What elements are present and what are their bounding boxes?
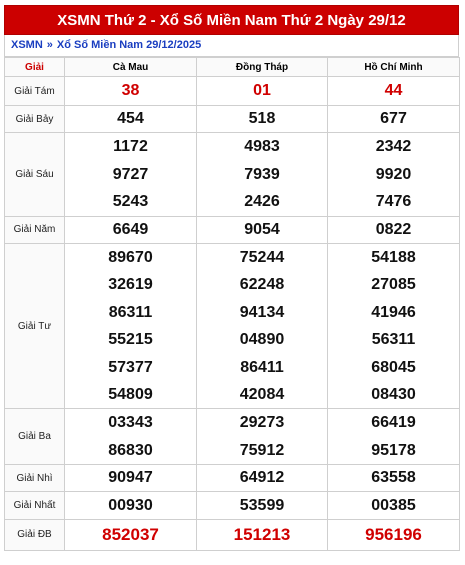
- prize-cell: [65, 77, 197, 106]
- prize-number: 454: [117, 110, 144, 128]
- prize-cell: [197, 133, 328, 216]
- prize-number: 9727: [112, 165, 149, 183]
- prize-cell: [65, 409, 197, 465]
- table-row: [5, 243, 460, 408]
- prize-number: 90947: [108, 469, 153, 487]
- prize-label: Giải Năm: [5, 216, 65, 243]
- prize-number: 62248: [239, 276, 285, 294]
- page-title: XSMN Thứ 2 - Xổ Số Miền Nam Thứ 2 Ngày 29/12: [4, 5, 459, 35]
- prize-number: 2426: [244, 193, 280, 211]
- prize-cell: [328, 243, 460, 408]
- prize-number: 00930: [108, 496, 153, 514]
- prize-number: 57377: [108, 358, 153, 376]
- prize-number: 03343: [108, 414, 153, 432]
- prize-cell: [65, 106, 197, 133]
- prize-number: 94134: [239, 303, 285, 321]
- prize-cell: [197, 106, 328, 133]
- prize-number: 44: [384, 82, 403, 99]
- prize-number: 64912: [239, 469, 285, 487]
- prize-number: 54188: [371, 248, 416, 266]
- prize-cell: [65, 133, 197, 216]
- breadcrumb-current-link[interactable]: Xổ Số Miền Nam 29/12/2025: [56, 39, 202, 51]
- prize-number: 68045: [371, 358, 416, 376]
- prize-label: Giải Ba: [5, 409, 65, 465]
- prize-number: 677: [380, 110, 407, 128]
- prize-number: 53599: [239, 496, 285, 514]
- prize-cell: [197, 519, 328, 550]
- results-container: [4, 5, 459, 551]
- prize-number: 1172: [113, 138, 148, 156]
- table-row: [5, 133, 460, 216]
- prize-number: 151213: [233, 524, 291, 544]
- column-header-province[interactable]: Đồng Tháp: [197, 58, 328, 77]
- prize-number: 9920: [375, 165, 412, 183]
- prize-label: Giải Nhất: [5, 492, 65, 519]
- prize-number: 7476: [375, 193, 412, 211]
- prize-number: 89670: [108, 248, 153, 266]
- prize-cell: [197, 216, 328, 243]
- table-row: [5, 106, 460, 133]
- prize-number: 27085: [371, 276, 416, 294]
- column-header-province[interactable]: Cà Mau: [65, 58, 197, 77]
- prize-number: 66419: [371, 414, 416, 432]
- prize-number: 54809: [108, 385, 153, 403]
- prize-cell: [65, 465, 197, 492]
- prize-number: 42084: [239, 385, 285, 403]
- prize-cell: [328, 409, 460, 465]
- prize-number: 6649: [112, 220, 149, 238]
- table-row: [5, 465, 460, 492]
- prize-number: 956196: [365, 524, 422, 544]
- column-header-province[interactable]: Hồ Chí Minh: [328, 58, 460, 77]
- prize-number: 56311: [371, 331, 416, 349]
- table-row: [5, 216, 460, 243]
- prize-cell: [197, 492, 328, 519]
- prize-number: 32619: [108, 276, 153, 294]
- prize-number: 75244: [239, 248, 285, 266]
- prize-number: 63558: [371, 469, 416, 487]
- breadcrumb: [4, 35, 459, 57]
- prize-cell: [328, 216, 460, 243]
- prize-label: Giải Nhì: [5, 465, 65, 492]
- prize-number: 0822: [375, 220, 412, 238]
- table-row: [5, 409, 460, 465]
- prize-cell: [328, 519, 460, 550]
- table-row: [5, 492, 460, 519]
- prize-cell: [197, 465, 328, 492]
- prize-number: 95178: [371, 441, 416, 459]
- prize-number: 86830: [108, 441, 153, 459]
- prize-number: 01: [253, 82, 271, 99]
- results-table: [4, 57, 460, 551]
- prize-number: 86311: [108, 303, 153, 321]
- prize-number: 5243: [112, 193, 149, 211]
- prize-number: 852037: [102, 524, 159, 544]
- prize-cell: [328, 492, 460, 519]
- prize-label: Giải Sáu: [5, 133, 65, 216]
- prize-cell: [65, 216, 197, 243]
- prize-number: 00385: [371, 496, 416, 514]
- prize-number: 41946: [371, 303, 416, 321]
- prize-number: 7939: [244, 165, 280, 183]
- prize-cell: [197, 243, 328, 408]
- prize-label: Giải ĐB: [5, 519, 65, 550]
- prize-number: 4983: [244, 138, 280, 156]
- prize-number: 518: [248, 110, 276, 128]
- prize-label: Giải Tư: [5, 243, 65, 408]
- prize-number: 9054: [244, 220, 280, 238]
- prize-cell: [328, 106, 460, 133]
- prize-cell: [65, 243, 197, 408]
- prize-cell: [65, 492, 197, 519]
- breadcrumb-home-link[interactable]: XSMN: [11, 39, 43, 51]
- prize-cell: [328, 465, 460, 492]
- prize-cell: [328, 133, 460, 216]
- prize-cell: [65, 519, 197, 550]
- prize-number: 2342: [375, 138, 412, 156]
- prize-number: 08430: [371, 385, 416, 403]
- prize-number: 29273: [239, 414, 285, 432]
- table-row: [5, 519, 460, 550]
- table-row: [5, 77, 460, 106]
- prize-cell: [328, 77, 460, 106]
- prize-cell: [197, 77, 328, 106]
- prize-label: Giải Bảy: [5, 106, 65, 133]
- prize-label: Giải Tám: [5, 77, 65, 106]
- breadcrumb-separator: »: [46, 39, 53, 51]
- prize-cell: [197, 409, 328, 465]
- prize-number: 38: [121, 82, 140, 99]
- prize-number: 75912: [239, 441, 285, 459]
- column-header-prize: Giải: [5, 58, 65, 77]
- prize-number: 04890: [239, 331, 285, 349]
- prize-number: 55215: [108, 331, 153, 349]
- table-header-row: [5, 58, 460, 77]
- prize-number: 86411: [240, 358, 284, 376]
